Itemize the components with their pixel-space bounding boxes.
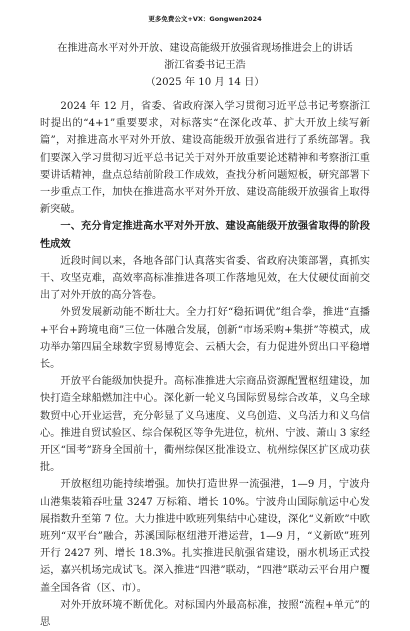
- document-body: [40, 98, 370, 631]
- header-note: 更多免费公文+VX：Gongwen2024: [148, 15, 262, 23]
- body-paragraph: 外贸发展新动能不断壮大。全力打好“稳拓调优”组合拳，推进“直播+平台+跨境电商”三位一体融合发展，创新“市场采购+集拼”等模式，成功举办第四届全球数字贸易博览会、云栖大会，有力促进外贸出口平稳增长。: [40, 307, 370, 371]
- speech-date: （2025 年 10 月 14 日）: [145, 77, 265, 88]
- body-paragraph: 开放枢纽功能持续增强。加快打造世界一流强港，1—9 月，宁波舟山港集装箱吞吐量 3247 万标箱、增长 10%。宁波舟山国际航运中心发展指数升至第 7 位。大力推进中欧班列集结中心建设，深化“义新欧”中欧班列“双平台”融合，苏溪国际枢纽港开港运营，1—9 月，“义新欧”班列开行 2427 列、增长 18.3%。扎实推进民航强省建设，丽水机场正式投运，嘉兴机场完成试飞。深入推进“四港”联动，“四港”联动云平台用户覆盖全国各省（区、市）。: [40, 479, 370, 594]
- title-block: [40, 40, 370, 91]
- body-paragraph: 开放平台能级加快提升。高标准推进大宗商品资源配置枢纽建设，加快打造全球船燃加注中心。深化新一轮义乌国际贸易综合改革，义乌全球数贸中心开业运营，充分彰显了义乌速度、义乌创造、义乌活力和义乌信心。推进自贸试验区、综合保税区等争先进位，杭州、宁波、萧山 3 家经开区“国考”跻身全国前十，衢州综保区批准设立、杭州综保区扩区成功获批。: [40, 376, 370, 474]
- body-paragraph: 对外开放环境不断优化。对标国内外最高标准，按照“流程+单元”的思: [40, 599, 370, 629]
- speech-title: 在推进高水平对外开放、建设高能级开放强省现场推进会上的讲话: [57, 43, 353, 54]
- speaker-line: 浙江省委书记王浩: [164, 60, 246, 71]
- intro-paragraph: 2024 年 12 月，省委、省政府深入学习贯彻习近平总书记考察浙江时提出的“4+1”重要要求，对标落实“在深化改革、扩大开放上续写新篇”，对推进高水平对外开放、建设高能级开放强省进行了系统部署。我们要深入学习贯彻习近平总书记关于对外开放重要论述精神和考察浙江重要讲话精神，盘点总结前阶段工作成效，查找分析问题短板，研究部署下一步重点工作，加快在推进高水平对外开放、建设高能级开放强省上取得新突破。: [40, 101, 370, 216]
- body-paragraph: 近段时间以来，各地各部门认真落实省委、省政府决策部署，真抓实干、攻坚克难，高效率高标准推进各项工作落地见效，在大仗硬仗面前交出了对外开放的高分答卷。: [40, 255, 370, 302]
- section-heading: 一、充分肯定推进高水平对外开放、建设高能级开放强省取得的阶段性成效: [40, 220, 370, 250]
